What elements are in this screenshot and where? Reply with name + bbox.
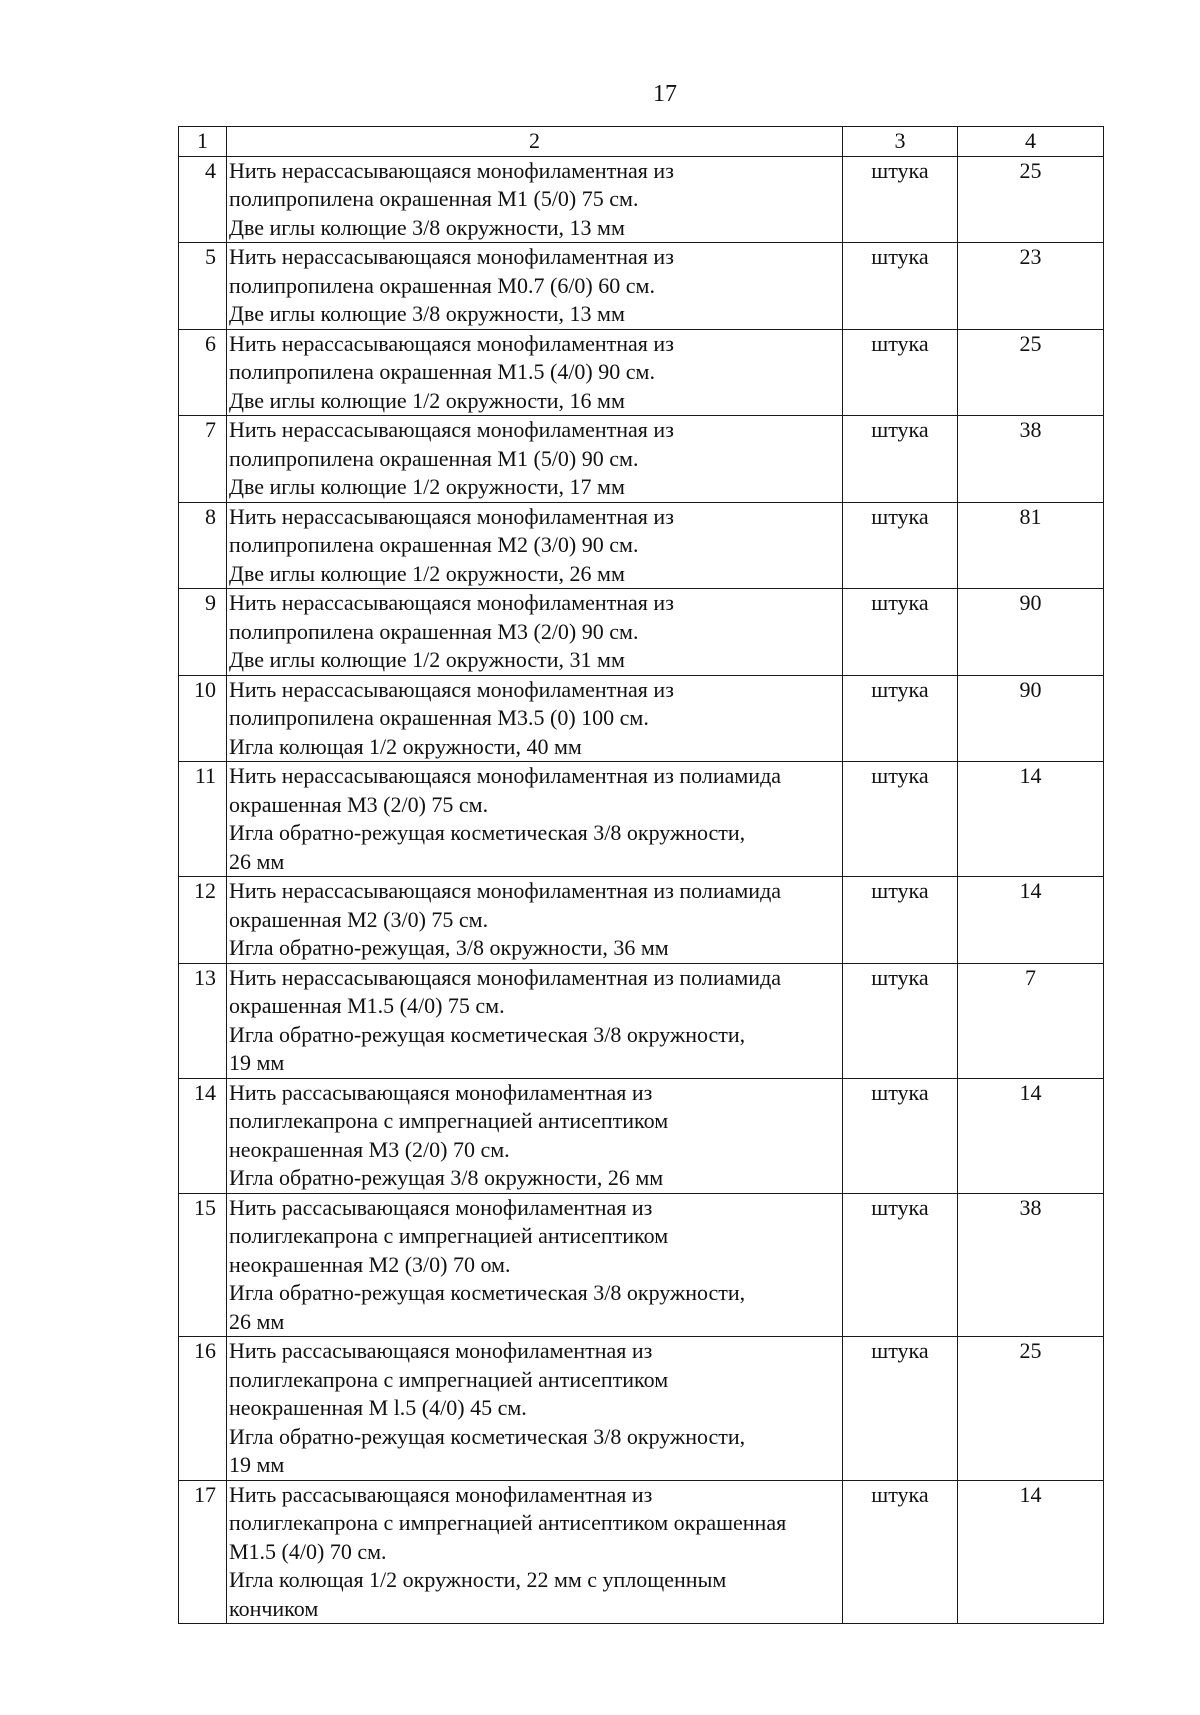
unit-cell: штука bbox=[843, 243, 958, 330]
unit-cell: штука bbox=[843, 502, 958, 589]
description-line: Игла обратно-режущая 3/8 окружности, 26 мм bbox=[229, 1165, 664, 1190]
description-line: Две иглы колющие 3/8 окружности, 13 мм bbox=[229, 301, 625, 326]
description-line: полипропилена окрашенная М1 (5/0) 75 см. bbox=[229, 186, 639, 211]
description-line: полиглекапрона с импрегнацией антисептиком bbox=[229, 1108, 669, 1133]
description-line: Нить рассасывающаяся монофиламентная из bbox=[229, 1481, 653, 1507]
description-line: Две иглы колющие 3/8 окружности, 13 мм bbox=[229, 214, 625, 240]
table-row bbox=[179, 675, 1104, 762]
description-line: Нить нерассасывающаяся монофиламентная из bbox=[229, 590, 674, 615]
description-line: 19 мм bbox=[229, 1050, 285, 1075]
description-line: полипропилена окрашенная М2 (3/0) 90 см. bbox=[229, 532, 639, 557]
row-number-cell: 17 bbox=[179, 1480, 227, 1624]
row-number-cell: 9 bbox=[179, 589, 227, 676]
row-number-cell: 8 bbox=[179, 502, 227, 589]
unit-cell: штука bbox=[843, 1193, 958, 1337]
description-cell bbox=[227, 243, 843, 330]
description-cell bbox=[227, 877, 843, 964]
description-line: Нить нерассасывающаяся монофиламентная из bbox=[229, 417, 674, 442]
description-cell bbox=[227, 589, 843, 676]
description-line: 26 мм bbox=[229, 1308, 285, 1334]
description-line: Игла обратно-режущая, 3/8 окружности, 36 мм bbox=[229, 935, 669, 960]
table-row bbox=[179, 877, 1104, 964]
table-row bbox=[179, 589, 1104, 676]
description-cell bbox=[227, 1337, 843, 1481]
table-row bbox=[179, 243, 1104, 330]
row-number-cell: 6 bbox=[179, 329, 227, 416]
row-number-cell: 10 bbox=[179, 675, 227, 762]
row-number-cell: 15 bbox=[179, 1193, 227, 1337]
description-line: неокрашенная М l.5 (4/0) 45 см. bbox=[229, 1395, 527, 1420]
description-line: Две иглы колющие 1/2 окружности, 31 мм bbox=[229, 647, 625, 672]
description-line: полипропилена окрашенная М0.7 (6/0) 60 см. bbox=[229, 272, 655, 298]
description-line: Нить нерассасывающаяся монофиламентная из полиамида bbox=[229, 763, 782, 788]
description-line: полипропилена окрашенная М1 (5/0) 90 см. bbox=[229, 445, 639, 471]
table-header-row bbox=[179, 127, 1104, 157]
table-row bbox=[179, 1193, 1104, 1337]
row-number-cell: 14 bbox=[179, 1078, 227, 1193]
description-line: Нить нерассасывающаяся монофиламентная из bbox=[229, 157, 674, 183]
description-line: полиглекапрона с импрегнацией антисептиком bbox=[229, 1223, 669, 1248]
description-line: Две иглы колющие 1/2 окружности, 16 мм bbox=[229, 387, 625, 413]
description-line: Нить рассасывающаяся монофиламентная из bbox=[229, 1338, 653, 1363]
description-cell bbox=[227, 1480, 843, 1624]
row-number-cell: 12 bbox=[179, 877, 227, 964]
description-line: полиглекапрона с импрегнацией антисептиком bbox=[229, 1366, 669, 1392]
header-cell-3: 3 bbox=[843, 127, 958, 157]
table-row bbox=[179, 502, 1104, 589]
description-line: полипропилена окрашенная М3.5 (0) 100 см. bbox=[229, 705, 649, 730]
description-line: Игла колющая 1/2 окружности, 22 мм с уплощенным bbox=[229, 1567, 727, 1592]
table-row bbox=[179, 156, 1104, 243]
row-number-cell: 7 bbox=[179, 416, 227, 503]
quantity-cell: 7 bbox=[958, 963, 1104, 1078]
quantity-cell: 38 bbox=[958, 416, 1104, 503]
quantity-cell: 25 bbox=[958, 329, 1104, 416]
header-cell-1: 1 bbox=[179, 127, 227, 157]
description-line: Нить нерассасывающаяся монофиламентная из bbox=[229, 330, 674, 356]
table-row bbox=[179, 329, 1104, 416]
header-cell-4: 4 bbox=[958, 127, 1104, 157]
quantity-cell: 90 bbox=[958, 675, 1104, 762]
description-line: неокрашенная М2 (3/0) 70 ом. bbox=[229, 1251, 511, 1277]
description-cell bbox=[227, 963, 843, 1078]
description-line: Нить рассасывающаяся монофиламентная из bbox=[229, 1079, 653, 1105]
description-cell bbox=[227, 156, 843, 243]
description-line: кончиком bbox=[229, 1595, 319, 1621]
quantity-cell: 25 bbox=[958, 1337, 1104, 1481]
description-line: Нить нерассасывающаяся монофиламентная из полиамида bbox=[229, 878, 782, 903]
description-line: неокрашенная М3 (2/0) 70 см. bbox=[229, 1136, 510, 1162]
row-number-cell: 4 bbox=[179, 156, 227, 243]
description-line: Две иглы колющие 1/2 окружности, 17 мм bbox=[229, 474, 625, 499]
specification-table bbox=[178, 126, 1104, 1624]
description-line: Нить нерассасывающаяся монофиламентная из полиамида bbox=[229, 964, 782, 990]
quantity-cell: 38 bbox=[958, 1193, 1104, 1337]
unit-cell: штука bbox=[843, 1078, 958, 1193]
unit-cell: штука bbox=[843, 416, 958, 503]
unit-cell: штука bbox=[843, 1480, 958, 1624]
description-line: Игла обратно-режущая косметическая 3/8 окружности, bbox=[229, 1280, 746, 1305]
quantity-cell: 81 bbox=[958, 502, 1104, 589]
unit-cell: штука bbox=[843, 329, 958, 416]
description-cell bbox=[227, 502, 843, 589]
description-cell bbox=[227, 1193, 843, 1337]
quantity-cell: 14 bbox=[958, 1078, 1104, 1193]
description-line: Игла обратно-режущая косметическая 3/8 окружности, bbox=[229, 820, 746, 845]
unit-cell: штука bbox=[843, 675, 958, 762]
quantity-cell: 25 bbox=[958, 156, 1104, 243]
description-line: Нить нерассасывающаяся монофиламентная из bbox=[229, 503, 674, 529]
unit-cell: штука bbox=[843, 589, 958, 676]
description-line: Нить нерассасывающаяся монофиламентная из bbox=[229, 676, 674, 702]
row-number-cell: 5 bbox=[179, 243, 227, 330]
description-cell bbox=[227, 762, 843, 877]
description-line: 19 мм bbox=[229, 1452, 285, 1477]
table-row bbox=[179, 416, 1104, 503]
description-cell bbox=[227, 416, 843, 503]
description-line: Игла обратно-режущая косметическая 3/8 окружности, bbox=[229, 1423, 746, 1449]
description-line: полипропилена окрашенная М3 (2/0) 90 см. bbox=[229, 618, 639, 644]
row-number-cell: 16 bbox=[179, 1337, 227, 1481]
description-line: Нить рассасывающаяся монофиламентная из bbox=[229, 1194, 653, 1220]
quantity-cell: 14 bbox=[958, 877, 1104, 964]
description-line: 26 мм bbox=[229, 848, 285, 874]
description-line: Игла обратно-режущая косметическая 3/8 окружности, bbox=[229, 1021, 746, 1047]
table-row bbox=[179, 762, 1104, 877]
quantity-cell: 14 bbox=[958, 762, 1104, 877]
description-line: Две иглы колющие 1/2 окружности, 26 мм bbox=[229, 560, 625, 586]
description-line: окрашенная М3 (2/0) 75 см. bbox=[229, 791, 489, 817]
description-line: окрашенная М1.5 (4/0) 75 см. bbox=[229, 993, 505, 1018]
quantity-cell: 23 bbox=[958, 243, 1104, 330]
table-row bbox=[179, 1078, 1104, 1193]
description-line: М1.5 (4/0) 70 см. bbox=[229, 1538, 387, 1564]
description-cell bbox=[227, 675, 843, 762]
description-line: окрашенная М2 (3/0) 75 см. bbox=[229, 906, 489, 932]
unit-cell: штука bbox=[843, 1337, 958, 1481]
description-line: Игла колющая 1/2 окружности, 40 мм bbox=[229, 733, 582, 759]
table-row bbox=[179, 1337, 1104, 1481]
unit-cell: штука bbox=[843, 963, 958, 1078]
description-line: Нить нерассасывающаяся монофиламентная из bbox=[229, 244, 674, 269]
unit-cell: штука bbox=[843, 156, 958, 243]
quantity-cell: 14 bbox=[958, 1480, 1104, 1624]
unit-cell: штука bbox=[843, 762, 958, 877]
page-number: 17 bbox=[653, 81, 677, 107]
quantity-cell: 90 bbox=[958, 589, 1104, 676]
row-number-cell: 11 bbox=[179, 762, 227, 877]
table-row bbox=[179, 963, 1104, 1078]
description-line: полиглекапрона с импрегнацией антисептиком окрашенная bbox=[229, 1510, 787, 1535]
description-cell bbox=[227, 1078, 843, 1193]
description-line: полипропилена окрашенная М1.5 (4/0) 90 см. bbox=[229, 359, 655, 384]
unit-cell: штука bbox=[843, 877, 958, 964]
table-row bbox=[179, 1480, 1104, 1624]
description-cell bbox=[227, 329, 843, 416]
table-body bbox=[179, 127, 1104, 1624]
header-cell-2: 2 bbox=[227, 127, 843, 157]
row-number-cell: 13 bbox=[179, 963, 227, 1078]
